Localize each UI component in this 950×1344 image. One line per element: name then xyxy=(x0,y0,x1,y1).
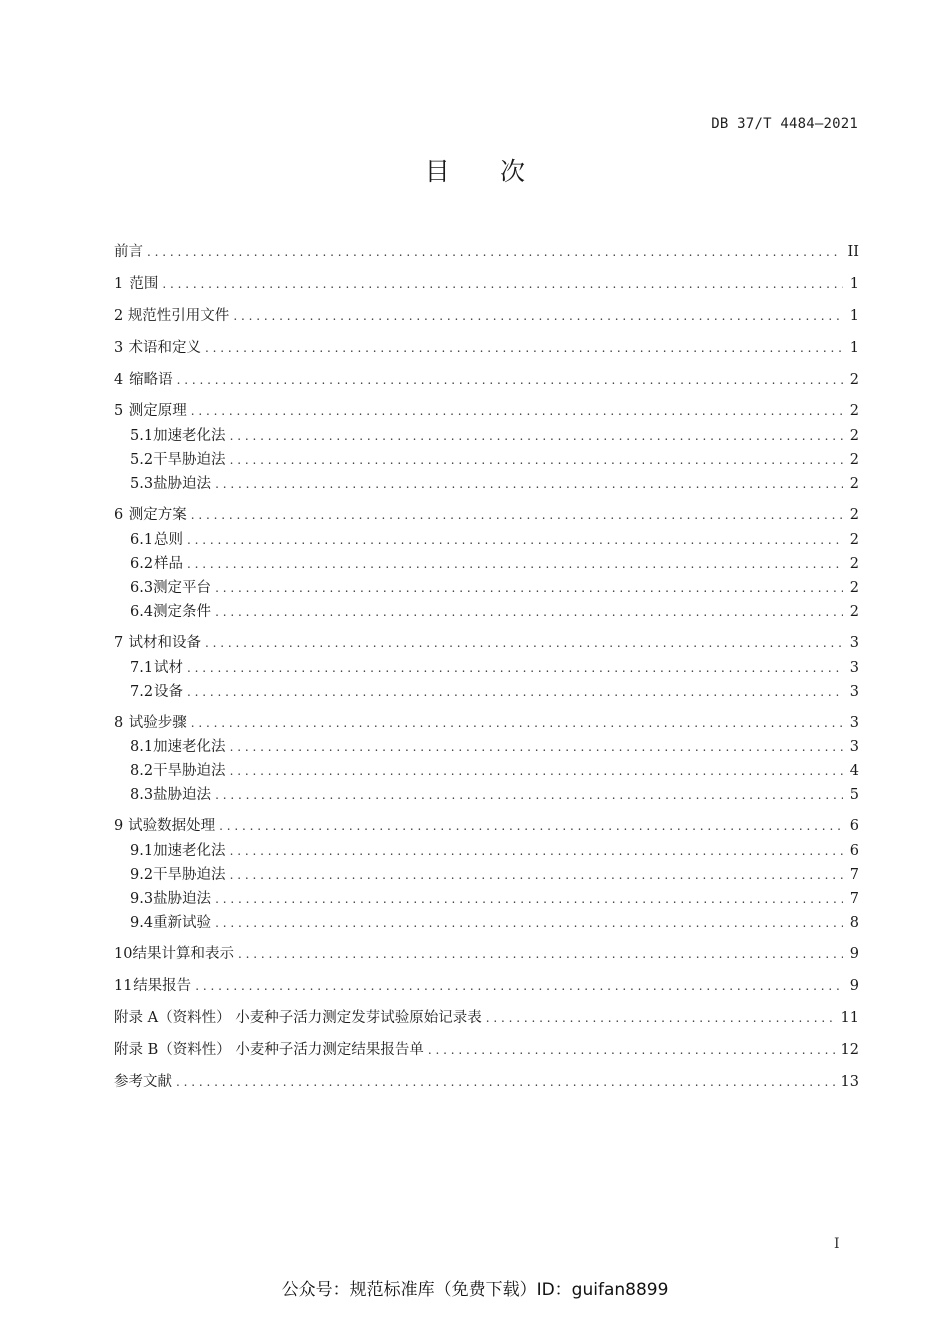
toc-entry-label: 试验步骤 xyxy=(128,715,187,731)
toc-entry-page: 3 xyxy=(849,739,859,755)
dot-leader xyxy=(215,784,843,806)
toc-entry-label: 试材和设备 xyxy=(128,635,201,651)
dot-leader xyxy=(195,975,843,997)
toc-entry[interactable] xyxy=(114,943,859,965)
toc-entry[interactable] xyxy=(114,1007,859,1029)
toc-entry-number: 5.2 xyxy=(130,452,154,468)
toc-entry-number: 7 xyxy=(114,635,124,651)
toc-entry-number: 8.1 xyxy=(130,739,154,755)
toc-entry-number: 6.1 xyxy=(130,532,154,548)
toc-entry-label: 范围 xyxy=(129,276,159,292)
toc-entry-number: 7.1 xyxy=(130,660,154,676)
toc-entry-number: 9 xyxy=(114,818,124,834)
toc-entry-page: 3 xyxy=(849,715,859,731)
toc-entry-page: 3 xyxy=(849,684,859,700)
toc-entry-label: 规范性引用文件 xyxy=(127,308,230,324)
toc-entry-label: 干旱胁迫法 xyxy=(153,452,226,468)
toc-entry[interactable] xyxy=(114,529,859,551)
toc-entry[interactable] xyxy=(114,975,859,997)
title-char-2: 次 xyxy=(500,157,526,186)
toc-entry[interactable] xyxy=(114,305,859,327)
dot-leader xyxy=(238,943,843,965)
toc-entry-label: 加速老化法 xyxy=(153,739,226,755)
dot-leader xyxy=(191,504,843,526)
toc-entry-label: 盐胁迫法 xyxy=(153,476,212,492)
toc-entry-page: 7 xyxy=(849,867,859,883)
toc-entry-label: 测定平台 xyxy=(153,580,212,596)
toc-entry-page: 6 xyxy=(849,843,859,859)
page-number: I xyxy=(834,1236,840,1252)
toc-entry[interactable] xyxy=(114,1039,859,1061)
toc-entry-page: 4 xyxy=(849,763,859,779)
toc-entry[interactable] xyxy=(114,784,859,806)
toc-entry-label: 加速老化法 xyxy=(153,843,226,859)
toc-entry-label: 样品 xyxy=(154,556,183,572)
toc-entry-page: 1 xyxy=(849,308,859,324)
toc-entry[interactable] xyxy=(114,473,859,495)
dot-leader xyxy=(187,681,843,703)
toc-entry[interactable] xyxy=(114,504,859,526)
dot-leader xyxy=(215,912,843,934)
dot-leader xyxy=(176,1071,835,1093)
toc-entry-label: 干旱胁迫法 xyxy=(153,867,226,883)
toc-entry-label: 附录 A（资料性） 小麦种子活力测定发芽试验原始记录表 xyxy=(114,1010,482,1026)
dot-leader xyxy=(230,864,843,886)
toc-entry-page: 9 xyxy=(849,946,859,962)
toc-entry[interactable] xyxy=(114,815,859,837)
dot-leader xyxy=(230,760,843,782)
toc-entry-number: 9.1 xyxy=(130,843,154,859)
toc-entry-label: 测定条件 xyxy=(153,604,212,620)
toc-entry-number: 11 xyxy=(114,978,133,994)
toc-entry-number: 8.3 xyxy=(130,787,154,803)
toc-entry-label: 参考文献 xyxy=(114,1074,172,1090)
toc-entry-page: 5 xyxy=(849,787,859,803)
title-char-1: 目 xyxy=(424,157,450,186)
dot-leader xyxy=(191,400,843,422)
toc-entry[interactable] xyxy=(114,840,859,862)
toc-entry-page: 2 xyxy=(849,372,859,388)
toc-entry[interactable] xyxy=(114,712,859,734)
toc-entry[interactable] xyxy=(114,577,859,599)
dot-leader xyxy=(205,337,843,359)
toc-entry-number: 6.2 xyxy=(130,556,154,572)
document-code: DB 37/T 4484—2021 xyxy=(711,116,858,132)
toc-entry-page: 2 xyxy=(849,476,859,492)
toc-entry-page: 7 xyxy=(849,891,859,907)
toc-entry-label: 设备 xyxy=(154,684,183,700)
toc-entry-number: 6.3 xyxy=(130,580,154,596)
dot-leader xyxy=(219,815,843,837)
dot-leader xyxy=(230,736,843,758)
toc-entry[interactable] xyxy=(114,273,859,295)
dot-leader xyxy=(191,712,843,734)
toc-entry-number: 1 xyxy=(114,276,124,292)
toc-entry[interactable] xyxy=(114,888,859,910)
dot-leader xyxy=(187,553,843,575)
toc-entry-page: II xyxy=(847,244,859,260)
toc-entry-number: 5.3 xyxy=(130,476,154,492)
dot-leader xyxy=(205,632,843,654)
toc-entry-label: 结果报告 xyxy=(133,978,192,994)
toc-entry-number: 4 xyxy=(114,372,124,388)
toc-entry-number: 8.2 xyxy=(130,763,154,779)
toc-entry[interactable] xyxy=(114,400,859,422)
dot-leader xyxy=(147,241,842,263)
toc-entry-number: 9.2 xyxy=(130,867,154,883)
toc-entry-label: 前言 xyxy=(114,244,143,260)
toc-entry-label: 附录 B（资料性） 小麦种子活力测定结果报告单 xyxy=(114,1042,424,1058)
page-title xyxy=(0,152,950,188)
toc-entry-page: 9 xyxy=(849,978,859,994)
toc-entry[interactable] xyxy=(114,553,859,575)
toc-entry-page: 3 xyxy=(849,635,859,651)
toc-entry-number: 6.4 xyxy=(130,604,154,620)
toc-entry-label: 测定方案 xyxy=(128,507,187,523)
toc-entry[interactable] xyxy=(114,369,859,391)
toc-entry-label: 重新试验 xyxy=(153,915,212,931)
dot-leader xyxy=(177,369,843,391)
toc-entry[interactable] xyxy=(114,681,859,703)
dot-leader xyxy=(233,305,843,327)
toc-entry[interactable] xyxy=(114,657,859,679)
toc-entry[interactable] xyxy=(114,425,859,447)
dot-leader xyxy=(486,1007,835,1029)
dot-leader xyxy=(162,273,843,295)
toc-entry-page: 8 xyxy=(849,915,859,931)
toc-entry-label: 结果计算和表示 xyxy=(132,946,234,962)
toc-entry[interactable] xyxy=(114,864,859,886)
toc-entry-number: 7.2 xyxy=(130,684,154,700)
toc-entry[interactable] xyxy=(114,601,859,623)
toc-entry-page: 2 xyxy=(849,507,859,523)
dot-leader xyxy=(187,657,843,679)
toc-entry-label: 加速老化法 xyxy=(153,428,226,444)
toc-entry-page: 1 xyxy=(849,276,859,292)
toc-entry-page: 2 xyxy=(849,580,859,596)
toc-entry-number: 9.4 xyxy=(130,915,154,931)
toc-entry[interactable] xyxy=(114,1071,859,1093)
toc-entry-page: 6 xyxy=(849,818,859,834)
toc-entry-label: 试材 xyxy=(154,660,183,676)
toc-entry-number: 10 xyxy=(114,946,133,962)
toc-entry-page: 2 xyxy=(849,428,859,444)
toc-entry-page: 12 xyxy=(840,1042,859,1058)
toc-entry-label: 测定原理 xyxy=(128,403,187,419)
toc-entry[interactable] xyxy=(114,337,859,359)
toc-entry-page: 2 xyxy=(849,604,859,620)
dot-leader xyxy=(215,601,843,623)
toc-entry-label: 盐胁迫法 xyxy=(153,891,212,907)
toc-entry[interactable] xyxy=(114,449,859,471)
dot-leader xyxy=(428,1039,835,1061)
toc-entry-number: 6 xyxy=(114,507,124,523)
toc-entry-page: 2 xyxy=(849,452,859,468)
toc-entry-page: 1 xyxy=(849,340,859,356)
toc-entry-page: 2 xyxy=(849,556,859,572)
dot-leader xyxy=(215,473,843,495)
dot-leader xyxy=(215,888,843,910)
toc-entry-number: 2 xyxy=(114,308,124,324)
dot-leader xyxy=(230,840,843,862)
toc-entry[interactable] xyxy=(114,241,859,263)
toc-entry-number: 5.1 xyxy=(130,428,154,444)
dot-leader xyxy=(230,425,843,447)
toc-entry-page: 2 xyxy=(849,403,859,419)
toc-entry-label: 总则 xyxy=(154,532,183,548)
dot-leader xyxy=(230,449,843,471)
toc-entry-label: 术语和定义 xyxy=(128,340,201,356)
toc-entry-label: 盐胁迫法 xyxy=(153,787,212,803)
toc-entry-number: 9.3 xyxy=(130,891,154,907)
toc-entry-number: 8 xyxy=(114,715,124,731)
toc-entry-label: 干旱胁迫法 xyxy=(153,763,226,779)
footer-note: 公众号：规范标准库（免费下载）ID：guifan8899 xyxy=(281,1280,669,1300)
toc-entry[interactable] xyxy=(114,632,859,654)
toc-entry-page: 11 xyxy=(840,1010,859,1026)
toc-entry-page: 3 xyxy=(849,660,859,676)
dot-leader xyxy=(215,577,843,599)
toc-entry[interactable] xyxy=(114,736,859,758)
toc-entry[interactable] xyxy=(114,760,859,782)
toc-entry-number: 3 xyxy=(114,340,124,356)
toc-entry-label: 缩略语 xyxy=(129,372,173,388)
toc-entry[interactable] xyxy=(114,912,859,934)
toc-entry-number: 5 xyxy=(114,403,124,419)
toc-entry-label: 试验数据处理 xyxy=(128,818,216,834)
toc-entry-page: 2 xyxy=(849,532,859,548)
toc-entry-page: 13 xyxy=(840,1074,859,1090)
dot-leader xyxy=(187,529,843,551)
